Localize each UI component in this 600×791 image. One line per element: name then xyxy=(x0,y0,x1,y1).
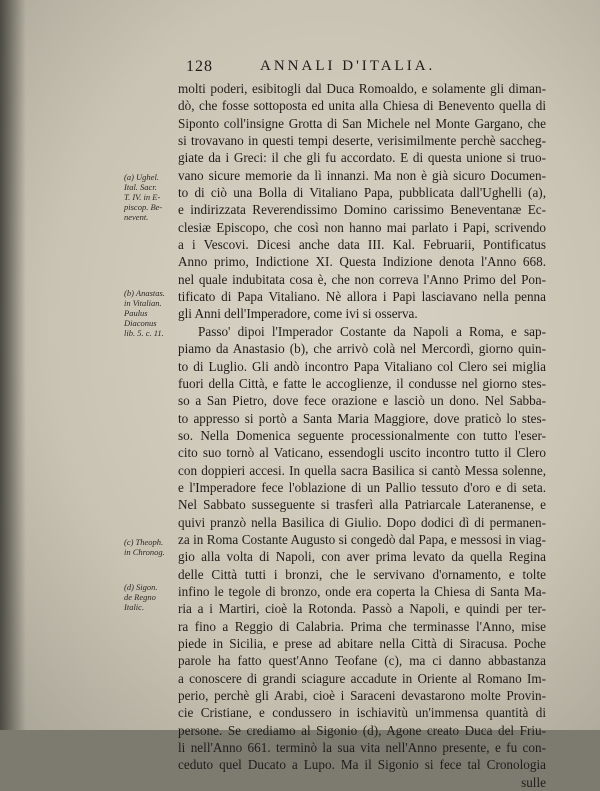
text-line: perio, perchè gli Arabi, cioè i Saraceni devastarono molte Provin- xyxy=(178,688,546,704)
text-line: ria a i Martiri, cioè la Rotonda. Passò a Napoli, e quindi per ter- xyxy=(178,601,546,617)
text-line: to appresso si portò a Santa Maria Maggiore, dove praticò lo stes- xyxy=(178,410,546,426)
text-line: delle Città tutti i bronzi, che le servivano d'ornamento, e tolte xyxy=(178,566,546,582)
note-line: in Vitalian. xyxy=(124,298,162,308)
text-line: parole ha fatto quest'Anno Teofane (c), ma ci danno abbastanza xyxy=(178,653,546,669)
note-line: nevent. xyxy=(124,212,149,222)
note-line: in Chronog. xyxy=(124,547,165,557)
text-line: piamo da Anastasio (b), che arrivò colà nel Mercordì, giorno quin- xyxy=(178,341,546,357)
marginal-note-a xyxy=(124,172,184,222)
marginal-note-b xyxy=(124,288,184,338)
text-line: e l'Imperadore fece l'oblazione di un Pallio tessuto d'oro e di seta. xyxy=(178,479,546,495)
text-line: cito suo tornò al Vaticano, essendogli uscito incontro tutto il Clero xyxy=(178,445,546,461)
text-line: a i Vescovi. Dicesi anche data III. Kal. Februarii, Pontificatus xyxy=(178,237,546,253)
text-line: clesiæ Episcopo, che così non hanno mai parlato i Papi, scrivendo xyxy=(178,219,546,235)
note-line: Diaconus xyxy=(124,318,157,328)
note-line: (b) Anastas. xyxy=(124,288,165,298)
text-line: dò, che fosse sottoposta ed unita alla Chiesa di Benevento quella di xyxy=(178,98,546,114)
note-line: Ital. Sacr. xyxy=(124,182,157,192)
text-line: tificato di Papa Vitaliano. Nè allora i Papi lasciavano nella penna xyxy=(178,289,546,305)
catchword: sulle xyxy=(521,774,546,790)
note-line: Italic. xyxy=(124,602,145,612)
text-line: to di ciò una Bolla di Vitaliano Papa, pubblicata dall'Ughelli (a), xyxy=(178,185,546,201)
text-line: fuori della Città, e fatte le accoglienze, il condusse nel giorno stes- xyxy=(178,375,546,391)
running-title: ANNALI D'ITALIA. xyxy=(260,58,436,74)
text-line: infino le tegole di bronzo, onde era coperta la Chiesa di Santa Ma- xyxy=(178,583,546,599)
text-line: Siponto coll'insigne Grotta di San Michele nel Monte Gargano, che xyxy=(178,115,546,131)
text-line: nel quale indubitata cosa è, che non correva l'Anno Primo del Pon- xyxy=(178,271,546,287)
note-line: lib. 5. c. 11. xyxy=(124,328,164,338)
text-line: si trovavano in questi tempi deserte, verisimilmente perchè saccheg- xyxy=(178,133,546,149)
note-line: (c) Theoph. xyxy=(124,537,164,547)
page-gutter-shadow xyxy=(0,0,26,730)
text-line: con doppieri accesi. In quella sacra Basilica si cantò Messa solenne, xyxy=(178,462,546,478)
text-line: Passo' dipoi l'Imperador Costante da Napoli a Roma, e sap- xyxy=(198,323,546,339)
text-line: gli Anni dell'Imperadore, come ivi si osserva. xyxy=(178,306,418,322)
text-line: giate da i Greci: il che gli fu accordato. E di questa unione si truo- xyxy=(178,150,546,166)
marginal-note-d xyxy=(124,582,184,612)
note-line: (d) Sigon. xyxy=(124,582,158,592)
text-line: vano sicure memorie da lì innanzi. Ma non è già sicuro Documen- xyxy=(178,167,546,183)
text-line: molti poderi, esibitogli dal Duca Romoaldo, e solamente gli diman- xyxy=(178,81,546,96)
text-line: ra fino a Reggio di Calabria. Prima che terminasse l'Anno, mise xyxy=(178,618,546,634)
text-line: to di Luglio. Gli andò incontro Papa Vitaliano col Clero sei miglia xyxy=(178,358,546,374)
note-line: de Regno xyxy=(124,592,156,602)
text-line: so. Nella Domenica seguente processionalmente con tutto l'eser- xyxy=(178,427,546,443)
text-line: so a San Pietro, dove fece orazione e lasciò un dono. Nel Sabba- xyxy=(178,393,546,409)
text-line: persone. Se crediamo al Sigonio (d), Agone creato Duca del Friu- xyxy=(178,722,546,738)
text-line: Nel Sabbato susseguente si trasferì alla Patriarcale Lateranense, e xyxy=(178,497,546,513)
text-line: Anno primo, Indictione XI. Questa Indizione denota l'Anno 668. xyxy=(178,254,546,270)
page-number: 128 xyxy=(186,58,213,75)
marginal-note-c xyxy=(124,537,184,557)
text-line: quivi pranzò nella Basilica di Giulio. Dopo dodici dì di permanen- xyxy=(178,514,546,530)
text-line: piede in Sicilia, e prese ad abitare nella Città di Siracusa. Poche xyxy=(178,636,546,651)
text-line: cie Cristiane, e condussero in ischiavitù un'immensa quantità di xyxy=(178,705,546,721)
note-line: piscop. Be- xyxy=(124,202,163,212)
main-text xyxy=(178,80,546,791)
note-line: Paulus xyxy=(124,308,148,318)
text-line: ceduto quel Ducato a Lupo. Ma il Sigonio si fece tal Cronologia xyxy=(178,757,546,773)
note-line: (a) Ughel. xyxy=(124,172,159,182)
text-line: gio alla volta di Napoli, con aver prima levato da quella Regina xyxy=(178,549,546,565)
running-header xyxy=(186,58,506,80)
text-line: a conoscere di grandi sciagure accadute in Oriente al Romano Im- xyxy=(178,670,546,686)
text-line: li nell'Anno 661. terminò la sua vita nell'Anno presente, e fu con- xyxy=(178,740,546,756)
note-line: T. IV. in E- xyxy=(124,192,161,202)
text-line: za in Roma Costante Augusto si congedò dal Papa, e messosi in viag- xyxy=(178,531,546,547)
text-line: e indirizzata Reverendissimo Domino carissimo Beneventanæ Ec- xyxy=(178,202,546,218)
